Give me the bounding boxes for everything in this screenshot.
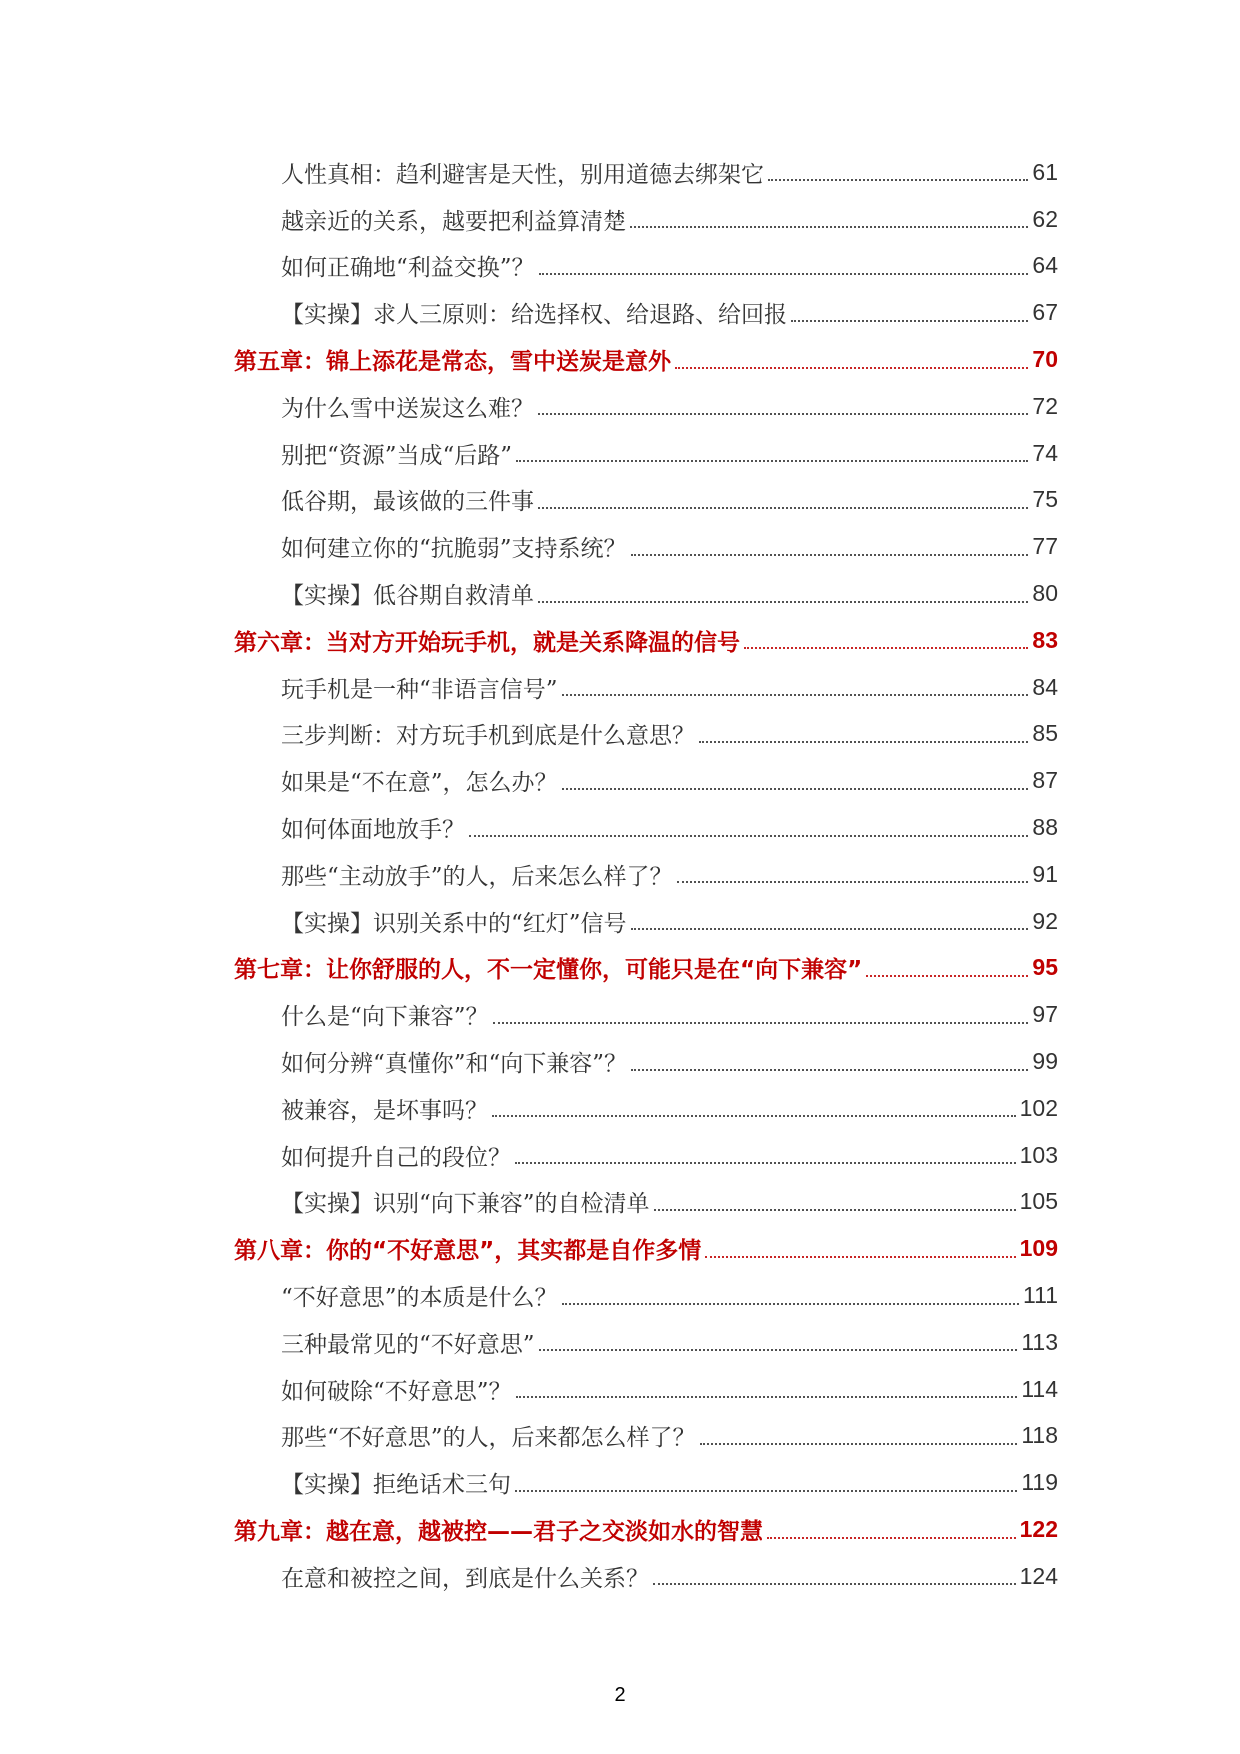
entry-title: “不好意思”的本质是什么？ [281,1285,558,1312]
dot-leader [631,1069,1028,1071]
entry-page-number: 103 [1019,1141,1058,1168]
entry-page-number: 70 [1032,346,1058,373]
dot-leader [515,1490,1017,1492]
dot-leader [516,1396,1018,1398]
dot-leader [516,460,1028,462]
entry-title: 如何分辨“真懂你”和“向下兼容”？ [281,1051,628,1078]
entry-title: 被兼容，是坏事吗？ [281,1097,488,1124]
entry-page-number: 61 [1032,158,1058,185]
toc-entry-row[interactable] [234,711,1058,758]
toc-entry-row[interactable] [234,757,1058,804]
entry-page-number: 122 [1019,1516,1058,1542]
dot-leader [539,273,1029,275]
toc-entry-row[interactable] [234,898,1058,945]
dot-leader [492,1115,1016,1117]
toc-entry-row[interactable] [234,289,1058,336]
chapter-title: 第六章：当对方开始玩手机，就是关系降温的信号 [234,629,740,656]
entry-page-number: 119 [1021,1469,1058,1496]
entry-page-number: 64 [1032,252,1058,279]
entry-title: 如何提升自己的段位？ [281,1144,511,1171]
dot-leader [705,1256,1015,1258]
entry-page-number: 85 [1032,720,1058,747]
entry-page-number: 67 [1032,299,1058,326]
entry-page-number: 87 [1032,767,1058,794]
dot-leader [699,741,1028,743]
entry-title: 如何破除“不好意思”？ [281,1378,512,1405]
entry-title: 什么是“向下兼容”？ [281,1004,489,1031]
entry-page-number: 74 [1032,439,1058,466]
dot-leader [866,975,1028,977]
page-number: 2 [614,1684,626,1706]
entry-title: 在意和被控之间，到底是什么关系？ [281,1565,649,1592]
entry-title: 【实操】拒绝话术三句 [281,1472,511,1499]
entry-page-number: 92 [1032,907,1058,934]
entry-title: 如果是“不在意”，怎么办？ [281,770,558,797]
entry-page-number: 95 [1032,954,1058,981]
toc-entry-row[interactable] [234,1179,1058,1226]
entry-page-number: 72 [1032,392,1058,419]
entry-title: 那些“不好意思”的人，后来都怎么样了？ [281,1425,696,1452]
dot-leader [538,601,1028,603]
entry-page-number: 80 [1032,580,1058,607]
entry-title: 【实操】求人三原则：给选择权、给退路、给回报 [281,302,787,329]
toc-entry-row[interactable] [234,1319,1058,1366]
toc-chapter-row[interactable] [234,336,1058,383]
toc-entry-row[interactable] [234,851,1058,898]
entry-page-number: 102 [1019,1094,1058,1121]
toc-entry-row[interactable] [234,1553,1058,1600]
dot-leader [630,226,1028,228]
entry-title: 越亲近的关系，越要把利益算清楚 [281,208,626,235]
entry-title: 如何正确地“利益交换”？ [281,255,535,282]
entry-title: 那些“主动放手”的人，后来怎么样了？ [281,863,673,890]
dot-leader [562,1303,1020,1305]
entry-title: 如何建立你的“抗脆弱”支持系统？ [281,536,627,563]
toc-entry-row[interactable] [234,804,1058,851]
chapter-title: 第五章：锦上添花是常态，雪中送炭是意外 [234,349,671,376]
toc-entry-row[interactable] [234,1459,1058,1506]
dot-leader [675,367,1028,369]
entry-page-number: 114 [1021,1375,1058,1402]
dot-leader [562,788,1029,790]
dot-leader [515,1162,1016,1164]
entry-title: 三步判断：对方玩手机到底是什么意思？ [281,723,695,750]
dot-leader [538,507,1028,509]
entry-title: 三种最常见的“不好意思” [281,1331,535,1358]
entry-title: 玩手机是一种“非语言信号” [281,676,558,703]
toc-entry-row[interactable] [234,1366,1058,1413]
entry-page-number: 124 [1019,1562,1058,1589]
dot-leader [767,1537,1016,1539]
entry-title: 【实操】识别“向下兼容”的自检清单 [281,1191,650,1218]
entry-page-number: 105 [1019,1188,1058,1215]
entry-page-number: 111 [1023,1282,1058,1309]
toc-entry-row[interactable] [234,430,1058,477]
toc-entry-row[interactable] [234,1132,1058,1179]
entry-page-number: 97 [1032,1001,1058,1028]
toc-chapter-row[interactable] [234,1225,1058,1272]
toc-entry-row[interactable] [234,477,1058,524]
chapter-title: 第八章：你的“不好意思”，其实都是自作多情 [234,1238,702,1265]
dot-leader [562,694,1029,696]
entry-page-number: 62 [1032,205,1058,232]
dot-leader [493,1022,1029,1024]
dot-leader [654,1209,1016,1211]
dot-leader [768,179,1028,181]
entry-page-number: 91 [1032,860,1058,887]
toc-entry-row[interactable] [234,1413,1058,1460]
entry-title: 人性真相：趋利避害是天性，别用道德去绑架它 [281,161,764,188]
dot-leader [469,835,1028,837]
toc-entry-row[interactable] [234,1038,1058,1085]
toc-chapter-row[interactable] [234,945,1058,992]
chapter-title: 第九章：越在意，越被控——君子之交淡如水的智慧 [234,1519,763,1545]
chapter-title: 第七章：让你舒服的人，不一定懂你，可能只是在“向下兼容” [234,957,863,984]
toc-entry-row[interactable] [234,1085,1058,1132]
toc-entry-row[interactable] [234,570,1058,617]
toc-entry-row[interactable] [234,991,1058,1038]
entry-title: 【实操】低谷期自救清单 [281,583,534,610]
toc-entry-row[interactable] [234,1272,1058,1319]
toc-entry-row[interactable] [234,383,1058,430]
entry-page-number: 77 [1032,533,1058,560]
entry-page-number: 113 [1021,1328,1058,1355]
dot-leader [700,1443,1018,1445]
toc-entry-row[interactable] [234,523,1058,570]
entry-page-number: 99 [1032,1048,1058,1075]
dot-leader [791,320,1028,322]
toc-entry-row[interactable] [234,149,1058,196]
entry-page-number: 109 [1019,1235,1058,1262]
table-of-contents [234,149,1058,1600]
dot-leader [631,928,1029,930]
entry-page-number: 118 [1021,1422,1058,1449]
entry-title: 低谷期，最该做的三件事 [281,489,534,516]
dot-leader [653,1583,1016,1585]
toc-chapter-row[interactable] [234,1506,1058,1553]
dot-leader [744,647,1028,649]
entry-page-number: 83 [1032,626,1058,653]
dot-leader [677,881,1029,883]
dot-leader [631,554,1029,556]
entry-page-number: 88 [1032,814,1058,841]
toc-chapter-row[interactable] [234,617,1058,664]
toc-entry-row[interactable] [234,243,1058,290]
entry-title: 为什么雪中送炭这么难？ [281,395,534,422]
entry-page-number: 84 [1032,673,1058,700]
entry-title: 别把“资源”当成“后路” [281,442,513,469]
dot-leader [539,1349,1018,1351]
entry-title: 【实操】识别关系中的“红灯”信号 [281,910,627,937]
entry-page-number: 75 [1032,486,1058,513]
entry-title: 如何体面地放手？ [281,817,465,844]
dot-leader [538,413,1028,415]
toc-entry-row[interactable] [234,664,1058,711]
toc-entry-row[interactable] [234,196,1058,243]
